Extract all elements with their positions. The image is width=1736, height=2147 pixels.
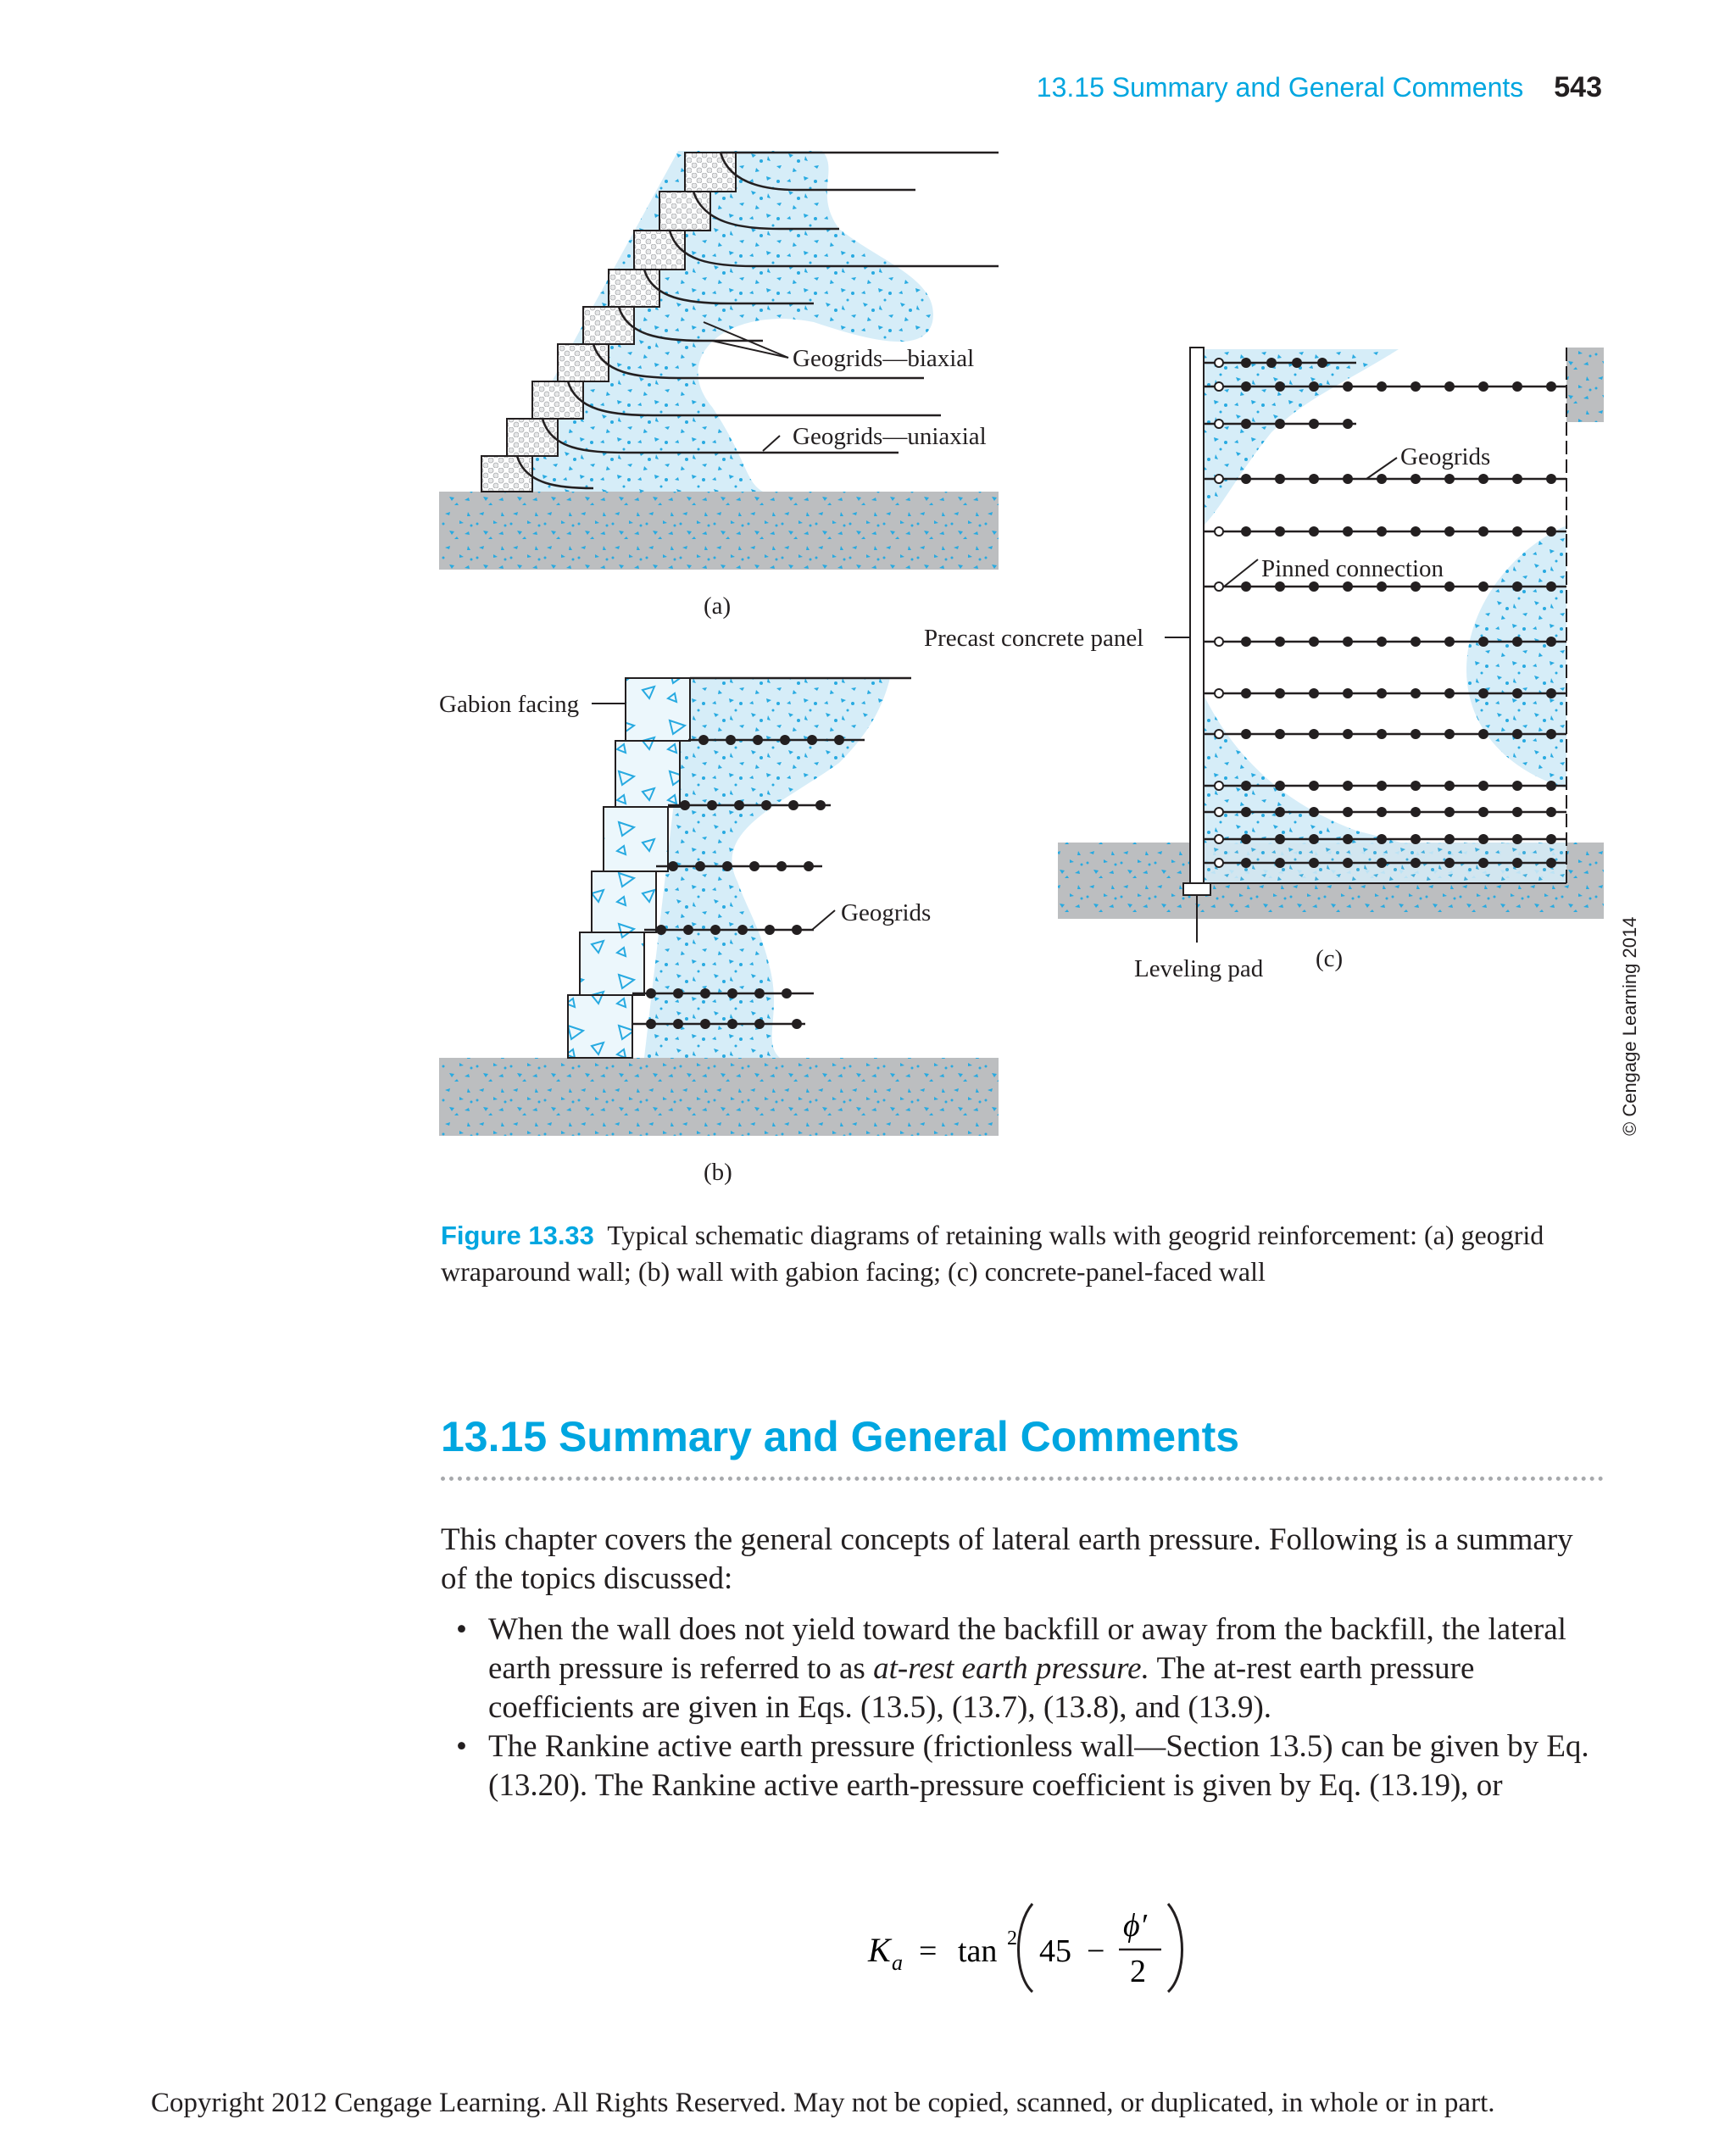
bullet-2-text: The Rankine active earth pressure (frictionless wall—Section 13.5) can be given by Eq. (13.20). The Rankine active earth-pressure coefficient is given by Eq. (13.19), or	[488, 1729, 1589, 1803]
label-precast-concrete-panel: Precast concrete panel	[924, 625, 1144, 652]
panel-c-backfill-right	[1466, 526, 1566, 788]
panel-b-tag: (b)	[704, 1159, 732, 1186]
eq-equals: =	[919, 1933, 938, 1969]
eq-function: tan	[958, 1933, 998, 1969]
figure-caption-label: Figure 13.33	[441, 1221, 594, 1250]
copyright-footer: Copyright 2012 Cengage Learning. All Rights Reserved. May not be copied, scanned, or duplicated, in whole or in part.	[151, 2088, 1495, 2118]
eq-denominator: 2	[1130, 1954, 1146, 1989]
label-gabion-facing: Gabion facing	[439, 691, 580, 718]
figure-caption-text: Typical schematic diagrams of retaining walls with geogrid reinforcement: (a) geogrid wraparound wall; (b) wall with gabion facing; (c) concrete-panel-faced wall	[441, 1220, 1544, 1287]
label-geogrids-biaxial: Geogrids—biaxial	[793, 345, 975, 372]
eq-const: 45	[1039, 1933, 1071, 1969]
eq-right-paren	[1168, 1904, 1182, 1992]
label-geogrids-b: Geogrids	[841, 899, 932, 926]
label-geogrids-uniaxial: Geogrids—uniaxial	[793, 423, 987, 450]
panel-a	[439, 151, 999, 620]
label-leveling-pad: Leveling pad	[1134, 955, 1264, 982]
bullet-1-text-a: When the wall does not yield toward the backfill or away from the backfill, the lateral earth pressure is referred to as	[488, 1612, 1566, 1686]
eq-lhs-sub: a	[892, 1950, 903, 1975]
panel-a-tag: (a)	[704, 592, 732, 620]
running-header-section: 13.15 Summary and General Comments	[1036, 72, 1524, 103]
bullet-marker: •	[456, 1729, 467, 1764]
figure-caption	[441, 1217, 1577, 1289]
figure-credit: © Cengage Learning 2014	[1619, 916, 1640, 1136]
eq-power: 2	[1007, 1927, 1017, 1950]
panel-b	[439, 678, 999, 1186]
section-title: 13.15 Summary and General Comments	[441, 1413, 1240, 1460]
section-intro: This chapter covers the general concepts of lateral earth pressure. Following is a summary of the topics discussed:	[441, 1522, 1573, 1596]
eq-numerator: ϕ′	[1123, 1908, 1147, 1944]
eq-lhs: K	[868, 1931, 891, 1969]
bullet-marker: •	[456, 1612, 467, 1647]
panel-c-tag: (c)	[1316, 945, 1344, 972]
eq-minus: −	[1087, 1933, 1105, 1969]
eq-left-paren	[1019, 1904, 1033, 1992]
bullet-1-emphasis: at-rest earth pressure.	[873, 1651, 1149, 1686]
label-pinned-connection: Pinned connection	[1261, 555, 1444, 582]
section-divider	[441, 1477, 1604, 1481]
label-geogrids-c: Geogrids	[1400, 443, 1491, 470]
panel-a-foundation-soil	[439, 492, 999, 570]
precast-concrete-panel	[1190, 348, 1204, 883]
list-item	[441, 1727, 1604, 1805]
panel-c	[924, 348, 1604, 982]
bullet-1-text-b: The at-rest earth pressure coefficients are given in Eqs. (13.5), (13.7), (13.8), and (13.9).	[488, 1651, 1475, 1725]
summary-list	[441, 1610, 1604, 1805]
panel-b-foundation-soil	[439, 1058, 999, 1136]
leveling-pad	[1183, 883, 1210, 895]
panel-c-retained-soil	[1566, 348, 1604, 422]
page-number: 543	[1554, 71, 1602, 103]
panel-c-backfill-top	[1204, 349, 1399, 526]
list-item	[441, 1610, 1604, 1727]
equation-rankine-ka	[865, 1892, 1204, 1994]
